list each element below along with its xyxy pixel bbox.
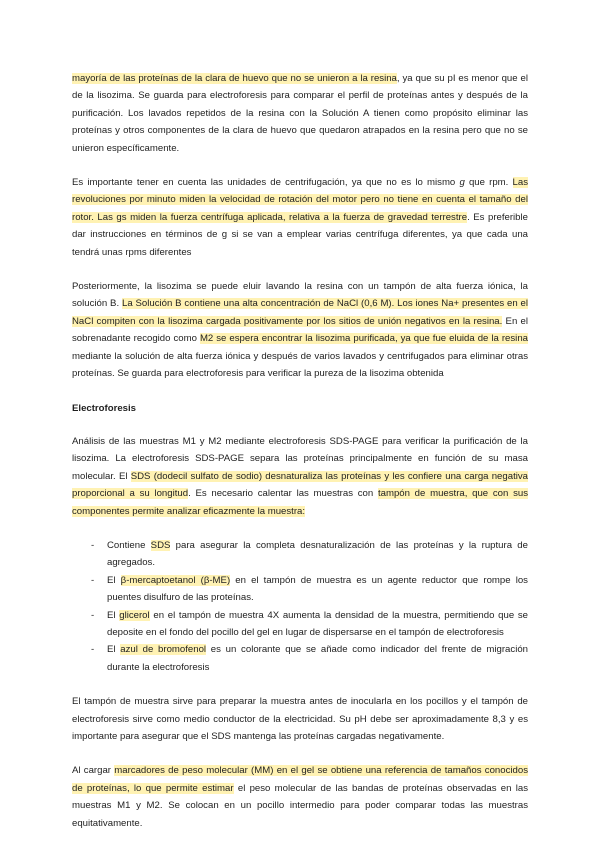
spacer <box>72 745 528 762</box>
dash-bullet: - <box>91 609 95 621</box>
highlight: SDS (dodecil sulfato de sodio) desnaturaliza las proteínas y les confiere una carga negativa proporcional a su longitud <box>72 470 528 500</box>
dash-bullet: - <box>91 574 95 586</box>
text: Posteriormente, la lisozima se puede eluir lavando la resina con un tampón de alta fuerza iónica, la solución B. <box>72 281 528 310</box>
text: El <box>107 609 120 621</box>
text: En el sobrenadante recogido como <box>72 315 528 345</box>
highlight: mayoría de las proteínas de la clara de huevo que no se unieron a la resina <box>72 73 397 84</box>
text: El <box>107 644 121 656</box>
highlight: La Solución B contiene una alta concentración de NaCl (0,6 M). Los iones Na+ presentes en el NaCl compiten con la lisozima cargada positivamente por los sitios de unión negativos en la resina. <box>72 298 528 327</box>
highlight: Las revoluciones por minuto miden la velocidad de rotación del motor pero no tiene en cuenta el tamaño del rotor. Las gs miden la fuerza centrífuga aplicada, relativa a la fuerza de gravedad terrestre <box>72 177 528 223</box>
spacer <box>72 417 528 433</box>
highlight: azul de bromofenol <box>120 644 207 656</box>
text: . Es necesario calentar las muestras con <box>188 488 378 500</box>
text: . Es preferible dar instrucciones en términos de g si se van a emplear varias centrífuga diferentes, ya que cada una tendrá unas rpms diferentes <box>72 211 528 258</box>
list-item <box>72 572 528 607</box>
text: Contiene <box>107 539 151 551</box>
highlight: M2 se espera encontrar la lisozima purificada, ya que fue eluida de la resina <box>199 333 528 345</box>
spacer <box>72 157 528 174</box>
text: El <box>107 574 121 586</box>
highlight: marcadores de peso molecular (MM) en el gel se obtiene una referencia de tamaños conocidos de proteínas, lo que permite estimar <box>72 765 528 794</box>
text: en el tampón de muestra es un agente reductor que rompe los puentes disulfuro de las proteínas. <box>107 574 528 604</box>
dash-bullet: - <box>91 644 95 656</box>
text: Es importante tener en cuenta las unidades de centrifugación, ya que no es lo mismo <box>72 177 460 189</box>
bullet-list <box>72 537 528 676</box>
list-item <box>72 607 528 642</box>
highlight: SDS <box>150 539 171 551</box>
list-item <box>72 641 528 676</box>
text: en el tampón de muestra 4X aumenta la densidad de la muestra, permitiendo que se deposite en el fondo del pocillo del gel en lugar de dispersarse en el tampón de electroforesis <box>107 609 528 638</box>
text: es un colorante que se añade como indicador del frente de migración durante la electroforesis <box>107 644 528 673</box>
highlight: β-mercaptoetanol (β-ME) <box>120 574 231 586</box>
paragraph-sample-buffer <box>72 693 528 745</box>
spacer <box>72 383 528 400</box>
spacer <box>72 520 528 537</box>
paragraph-centrifugation-units <box>72 174 528 261</box>
text: el peso molecular de las bandas de proteínas observadas en las muestras M1 y M2. Se colocan en un pocillo intermedio para poder comparar todas las muestras equitativamente. <box>72 782 528 829</box>
section-heading: Electroforesis <box>72 402 136 414</box>
spacer <box>72 676 528 693</box>
highlight: glicerol <box>119 609 150 621</box>
g-italic: g <box>459 177 465 189</box>
list-item <box>72 537 528 572</box>
text: Al cargar <box>72 765 115 777</box>
text: para asegurar la completa desnaturalización de las proteínas y la ruptura de agregados. <box>107 539 528 569</box>
text: que rpm. <box>464 177 513 189</box>
paragraph-molecular-markers <box>72 762 528 832</box>
paragraph-resin-wash <box>72 70 528 157</box>
text: mediante la solución de alta fuerza iónica y después de varios lavados y centrifugados para eliminar otras proteínas. Se guarda para electroforesis para verificar la pureza de la lisozima obtenida <box>72 350 528 380</box>
highlight: tampón de muestra, que con sus componentes permite analizar eficazmente la muestra: <box>72 488 528 517</box>
dash-bullet: - <box>91 539 95 551</box>
text: El tampón de muestra sirve para preparar la muestra antes de inocularla en los pocillos y el tampón de electroforesis sirve como medio conductor de la electricidad. Su pH debe ser aproximadamente 8,3 y es importante para asegurar que el SDS mantenga las proteínas cargadas negativamente. <box>72 696 528 742</box>
paragraph-sds-page <box>72 433 528 520</box>
text: , ya que su pI es menor que el de la lisozima. Se guarda para electroforesis para comparar el perfil de proteínas antes y después de la purificación. Los lavados repetidos de la resina con la Solución A tienen como propósito eliminar las proteínas y otros componentes de la clara de huevo que quedaron atrapados en la resina pero que no se unieron específicamente. <box>72 73 528 154</box>
spacer <box>72 261 528 278</box>
text: Análisis de las muestras M1 y M2 mediante electroforesis SDS-PAGE para verificar la purificación de la lisozima. La electroforesis SDS-PAGE separa las proteínas principalmente en función de su masa molecular. El <box>72 435 528 482</box>
paragraph-elution <box>72 278 528 382</box>
